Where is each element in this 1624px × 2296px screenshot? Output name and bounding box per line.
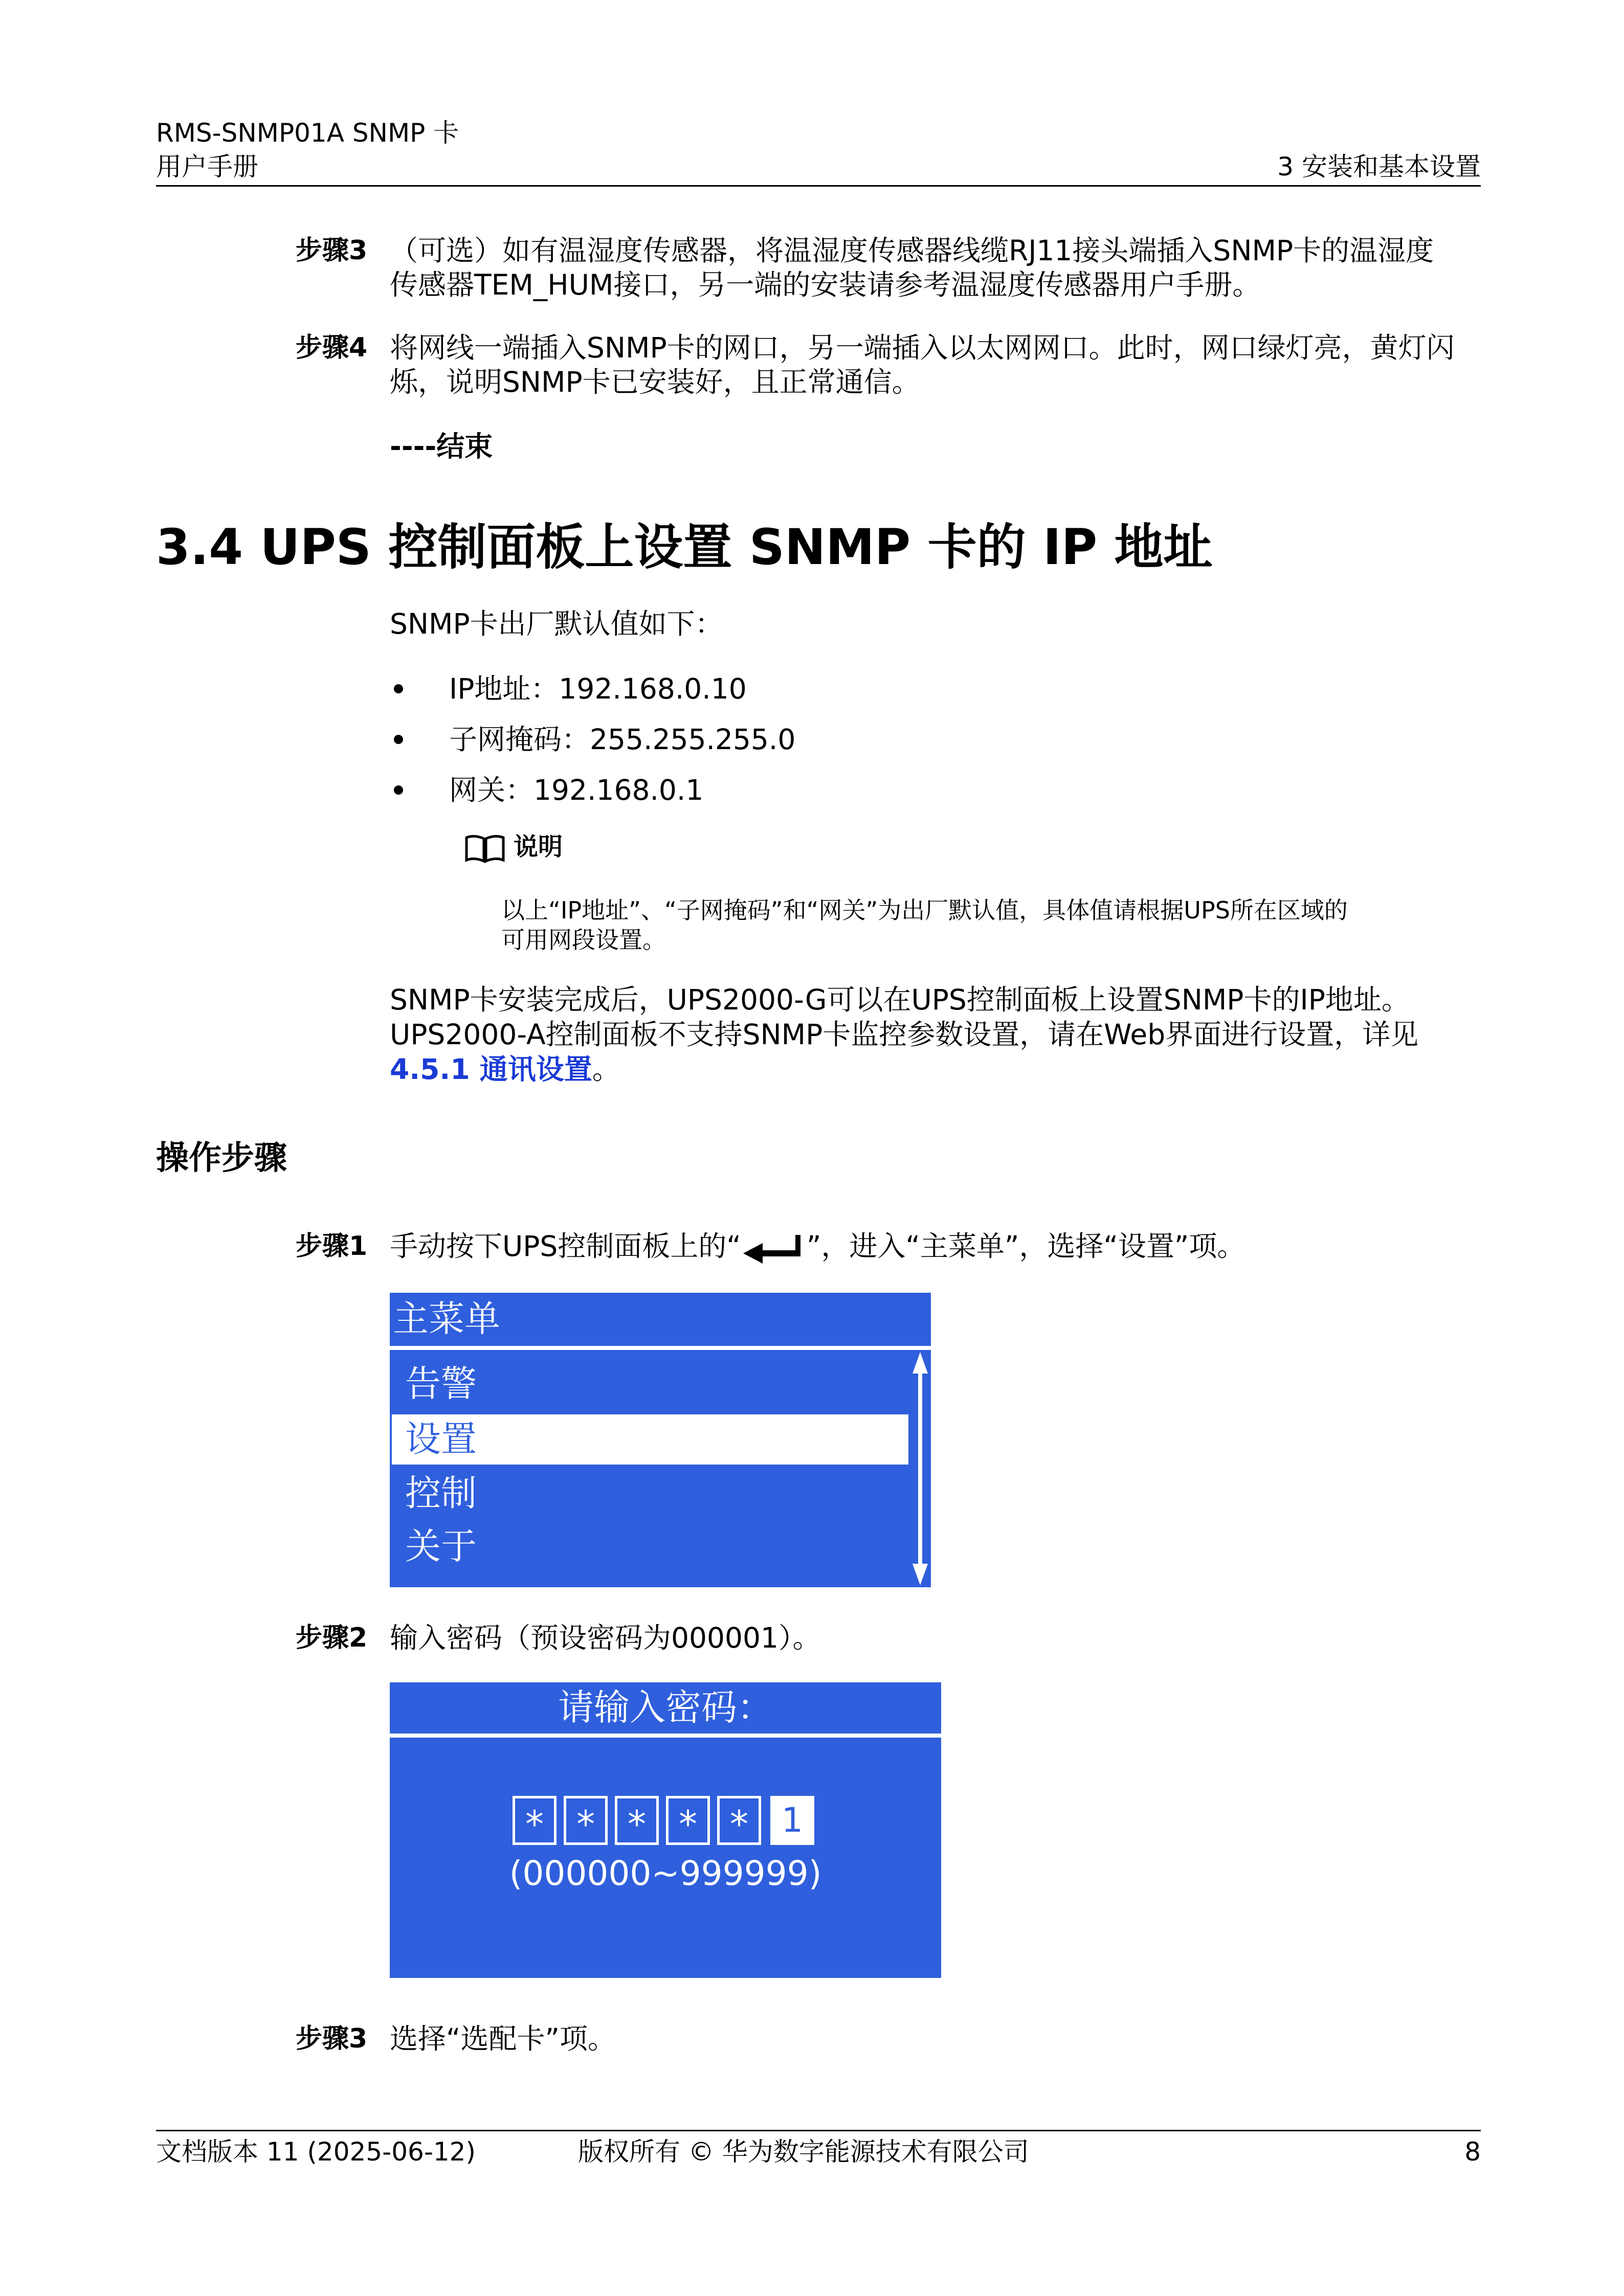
- menu-divider: [390, 1346, 931, 1350]
- step-text: 将网线一端插入SNMP卡的网口，另一端插入以太网网口。此时，网口绿灯亮，黄灯闪: [390, 331, 1455, 364]
- book-icon: [464, 834, 505, 864]
- footer-version: 文档版本 11 (2025-06-12): [156, 2137, 476, 2167]
- bullet-item: IP地址：192.168.0.10: [449, 672, 747, 705]
- password-range: (000000~999999): [509, 1854, 822, 1893]
- header-product: RMS-SNMP01A SNMP 卡: [156, 118, 459, 148]
- note-text: 以上“IP地址”、“子网掩码”和“网关”为出厂默认值，具体值请根据UPS所在区域的: [501, 896, 1348, 924]
- step-label: 步骤3: [296, 235, 368, 266]
- link-suffix: 。: [592, 1053, 620, 1086]
- section-title: 3.4 UPS 控制面板上设置 SNMP 卡的 IP 地址: [156, 519, 1213, 576]
- footer-copyright: 版权所有 © 华为数字能源技术有限公司: [578, 2137, 1029, 2167]
- main-menu-screen: [390, 1293, 931, 1587]
- step-label: 步骤1: [296, 1231, 368, 1262]
- bullet-dot: [394, 684, 403, 693]
- step-text: 选择“选配卡”项。: [390, 2022, 616, 2055]
- step-text-before: 手动按下UPS控制面板上的“: [390, 1230, 741, 1263]
- header-chapter: 3 安装和基本设置: [1277, 152, 1481, 182]
- menu-item-alarm[interactable]: 告警: [405, 1363, 477, 1405]
- password-digit-masked: *: [564, 1796, 608, 1845]
- step-text: [390, 1228, 1245, 1264]
- menu-item-label: 设置: [405, 1418, 477, 1460]
- note-text: 可用网段设置。: [501, 926, 666, 954]
- menu-scrollbar[interactable]: [909, 1350, 931, 1587]
- password-digit-masked: *: [513, 1796, 557, 1845]
- step-label: 步骤4: [296, 332, 368, 363]
- bullet-item: 子网掩码：255.255.255.0: [449, 723, 796, 756]
- password-prompt: 请输入密码：: [558, 1686, 773, 1728]
- para-line: SNMP卡安装完成后，UPS2000-G可以在UPS控制面板上设置SNMP卡的IP地址。: [390, 983, 1410, 1016]
- bullet-dot: [394, 735, 403, 744]
- password-digit-masked: *: [717, 1796, 761, 1845]
- password-digit-masked: *: [666, 1796, 710, 1845]
- para-line: [390, 1051, 620, 1087]
- bullet-dot: [394, 785, 403, 795]
- xref-link[interactable]: 4.5.1 通讯设置: [390, 1053, 592, 1086]
- step-label: 步骤3: [296, 2023, 368, 2054]
- password-digit-masked: *: [615, 1796, 659, 1845]
- step-text: 输入密码（预设密码为000001）。: [390, 1622, 821, 1654]
- enter-key-icon: [741, 1233, 807, 1264]
- end-marker: ----结束: [390, 430, 493, 463]
- step-text-after: ”，进入“主菜单”，选择“设置”项。: [806, 1230, 1245, 1263]
- password-digit-current[interactable]: 1: [770, 1796, 814, 1845]
- password-divider: [390, 1734, 941, 1738]
- procedure-title: 操作步骤: [156, 1139, 287, 1177]
- step-text: （可选）如有温湿度传感器，将温湿度传感器线缆RJ11接头端插入SNMP卡的温湿度: [390, 234, 1434, 267]
- step-text: 传感器TEM_HUM接口，另一端的安装请参考温湿度传感器用户手册。: [390, 268, 1261, 301]
- bullet-item: 网关：192.168.0.1: [449, 774, 704, 806]
- header-manual: 用户手册: [156, 152, 258, 182]
- note-title: 说明: [514, 832, 563, 861]
- para-line: UPS2000-A控制面板不支持SNMP卡监控参数设置，请在Web界面进行设置，详见: [390, 1018, 1419, 1051]
- header-rule: [156, 185, 1481, 187]
- footer-page-number: 8: [1464, 2137, 1481, 2167]
- footer-rule: [156, 2130, 1481, 2131]
- menu-item-control[interactable]: 控制: [405, 1472, 477, 1514]
- password-screen: [390, 1682, 941, 1978]
- step-text: 烁，说明SNMP卡已安装好，且正常通信。: [390, 366, 920, 398]
- step-label: 步骤2: [296, 1623, 368, 1653]
- section-intro: SNMP卡出厂默认值如下：: [390, 607, 723, 640]
- menu-item-settings[interactable]: [392, 1414, 908, 1465]
- menu-title: 主菜单: [393, 1298, 500, 1340]
- menu-item-about[interactable]: 关于: [405, 1525, 477, 1567]
